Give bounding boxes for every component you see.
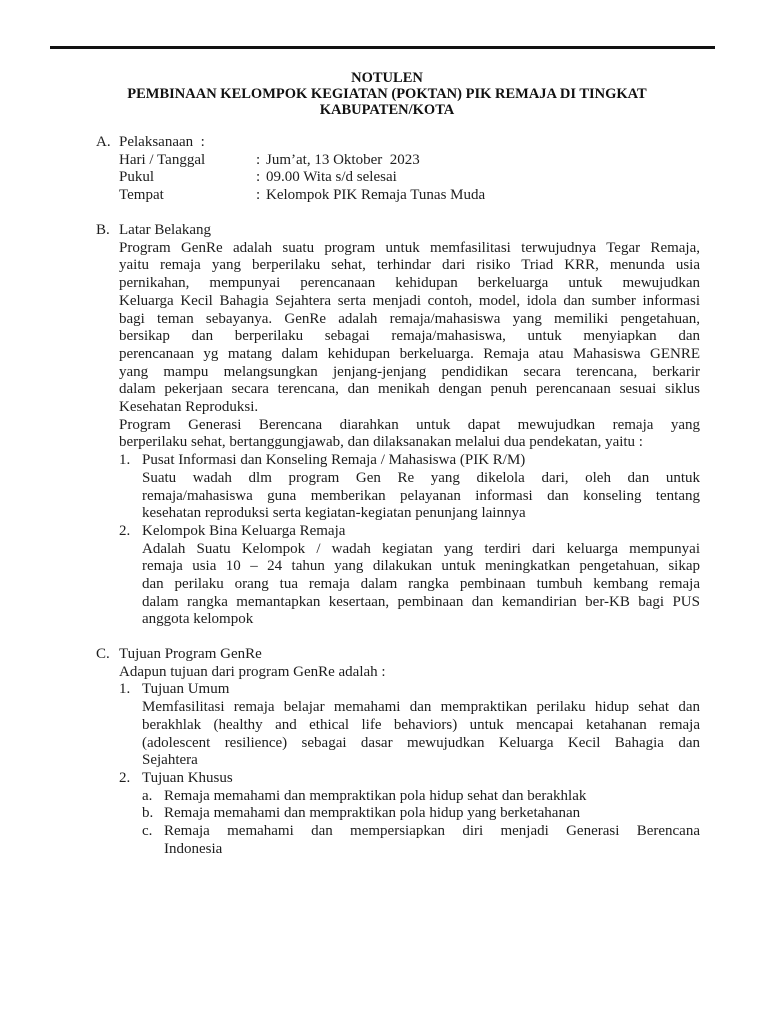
list-item-heading [119, 681, 700, 699]
text-line: anggota kelompok [142, 611, 254, 628]
text-line: bagi teman sebayanya. GenRe adalah remaja/mahasiswa yang memiliki pengetahuan, [119, 310, 700, 327]
list-item-title: Tujuan Umum [142, 681, 230, 698]
text-line: bersikap dan berperilaku sebagai remaja/mahasiswa, untuk menyiapkan dan [119, 328, 700, 345]
colon: : [256, 151, 261, 168]
sub-list-letter: a. [142, 787, 153, 804]
list-item-heading [119, 523, 700, 541]
paragraph-1 [119, 240, 700, 417]
section-title: Latar Belakang [119, 222, 212, 238]
section-title: Tujuan Program GenRe [119, 646, 262, 662]
text-line: Program Generasi Berencana diarahkan untuk dapat mewujudkan remaja yang [119, 416, 700, 433]
text-line: Suatu wadah dlm program Gen Re yang dikelola dari, oleh dan untuk [142, 469, 700, 486]
value-hari-tanggal: Jum’at, 13 Oktober 2023 [266, 151, 420, 168]
text-line: yang mampu melangsungkan jenjang-jenjang pendidikan secara terencana, berkarir [119, 363, 700, 380]
text-line: kesehatan reproduksi serta kegiatan-kegiatan penunjang lainnya [142, 505, 526, 522]
text-line: dan perilaku orang tua remaja dalam rangka pembinaan tumbuh kembang remaja [142, 576, 700, 593]
text-line: Remaja memahami dan mempersiapkan diri menjadi Generasi Berencana [164, 823, 700, 840]
title-notulen: NOTULEN [351, 70, 423, 86]
section-b-heading [96, 222, 700, 240]
schedule-table [119, 152, 700, 205]
text-line: (adolescent resilience) sebagai dasar mewujudkan Keluarga Kecil Bahagia dan [142, 734, 700, 751]
text-line: Program GenRe adalah suatu program untuk memfasilitasi terwujudnya Tegar Remaja, [119, 239, 700, 256]
text-line: Remaja memahami dan mempraktikan pola hidup sehat dan berakhlak [164, 787, 587, 804]
text-line: Indonesia [164, 840, 223, 857]
sub-list-letter: b. [142, 805, 154, 822]
list-item-body [142, 470, 700, 523]
value-pukul: 09.00 Wita s/d selesai [266, 169, 397, 186]
list-item-heading [119, 452, 700, 470]
intro-line: Adapun tujuan dari program GenRe adalah : [119, 663, 386, 680]
list-number: 1. [119, 452, 131, 469]
sub-list-item [142, 823, 700, 858]
label-hari-tanggal: Hari / Tanggal [119, 151, 206, 168]
list-number: 2. [119, 522, 131, 539]
text-line: dalam pekerjaan secara terencana, dan menikah dengan penuh perencanaan sesuai siklus [119, 381, 700, 398]
section-marker: A. [96, 134, 111, 150]
document-title [72, 70, 702, 118]
section-marker: B. [96, 222, 110, 238]
section-title: Pelaksanaan : [119, 134, 205, 150]
colon: : [256, 169, 261, 186]
text-line: remaja usia 10 – 24 tahun yang dilakukan untuk meningkatkan pengetahuan, sikap [142, 558, 700, 575]
list-item-title: Kelompok Bina Keluarga Remaja [142, 522, 346, 539]
top-rule [50, 46, 715, 49]
approach-list [119, 452, 700, 629]
text-line: yaitu remaja yang berperilaku sehat, terhindar dari risiko Triad KRR, menunda usia [119, 257, 700, 274]
list-number: 1. [119, 681, 131, 698]
list-item-title: Tujuan Khusus [142, 769, 233, 786]
sub-list-item [142, 788, 700, 806]
value-tempat: Kelompok PIK Remaja Tunas Muda [266, 187, 486, 204]
sub-list-letter: c. [142, 823, 153, 840]
list-item-body [142, 699, 700, 770]
text-line: Remaja memahami dan mempraktikan pola hidup yang berketahanan [164, 805, 581, 822]
section-c-heading [96, 646, 700, 664]
section-a-heading [96, 134, 700, 152]
label-pukul: Pukul [119, 169, 155, 186]
text-line: Sejahtera [142, 752, 198, 769]
section-c-body [119, 664, 700, 859]
text-line: berperilaku sehat, bertanggungjawab, dan dilaksanakan melalui dua pendekatan, yaitu : [119, 434, 643, 451]
paragraph-2 [119, 417, 700, 452]
list-number: 2. [119, 769, 131, 786]
section-marker: C. [96, 646, 110, 662]
sub-list-item [142, 805, 700, 823]
list-item-title: Pusat Informasi dan Konseling Remaja / Mahasiswa (PIK R/M) [142, 452, 526, 469]
text-line: remaja/mahasiswa guna memberikan pelayanan informasi dan konseling tentang [142, 487, 700, 504]
text-line: Adalah Suatu Kelompok / wadah kegiatan yang terdiri dari keluarga mempunyai [142, 540, 700, 557]
text-line: Keluarga Kecil Bahagia Sejahtera serta menjadi contoh, model, idola dan sumber informasi [119, 292, 700, 309]
list-item-body [142, 541, 700, 630]
text-line: Memfasilitasi remaja belajar memahami dan mempraktikan perilaku hidup sehat dan [142, 699, 700, 716]
section-a-pelaksanaan [96, 134, 700, 205]
title-line-1: PEMBINAAN KELOMPOK KEGIATAN (POKTAN) PIK REMAJA DI TINGKAT [127, 86, 647, 102]
list-item-heading [119, 770, 700, 788]
sub-list [142, 788, 700, 859]
label-tempat: Tempat [119, 187, 164, 204]
text-line: Kesehatan Reproduksi. [119, 399, 259, 416]
section-c-tujuan [96, 646, 700, 858]
title-line-2: KABUPATEN/KOTA [319, 102, 455, 118]
text-line: perencanaan yg matang dalam kehidupan berkeluarga. Remaja atau Mahasiswa GENRE [119, 345, 700, 362]
text-line: pernikahan, mempunyai perencanaan kehidupan berkeluarga untuk mewujudkan [119, 275, 700, 292]
colon: : [256, 187, 261, 204]
section-b-latar-belakang [96, 222, 700, 629]
text-line: dalam rangka memantapkan kesertaan, pembinaan dan kemandirian ber-KB bagi PUS [142, 593, 700, 610]
text-line: berakhlak (healthy and ethical life behaviors) untuk mencapai ketahanan remaja [142, 716, 700, 733]
